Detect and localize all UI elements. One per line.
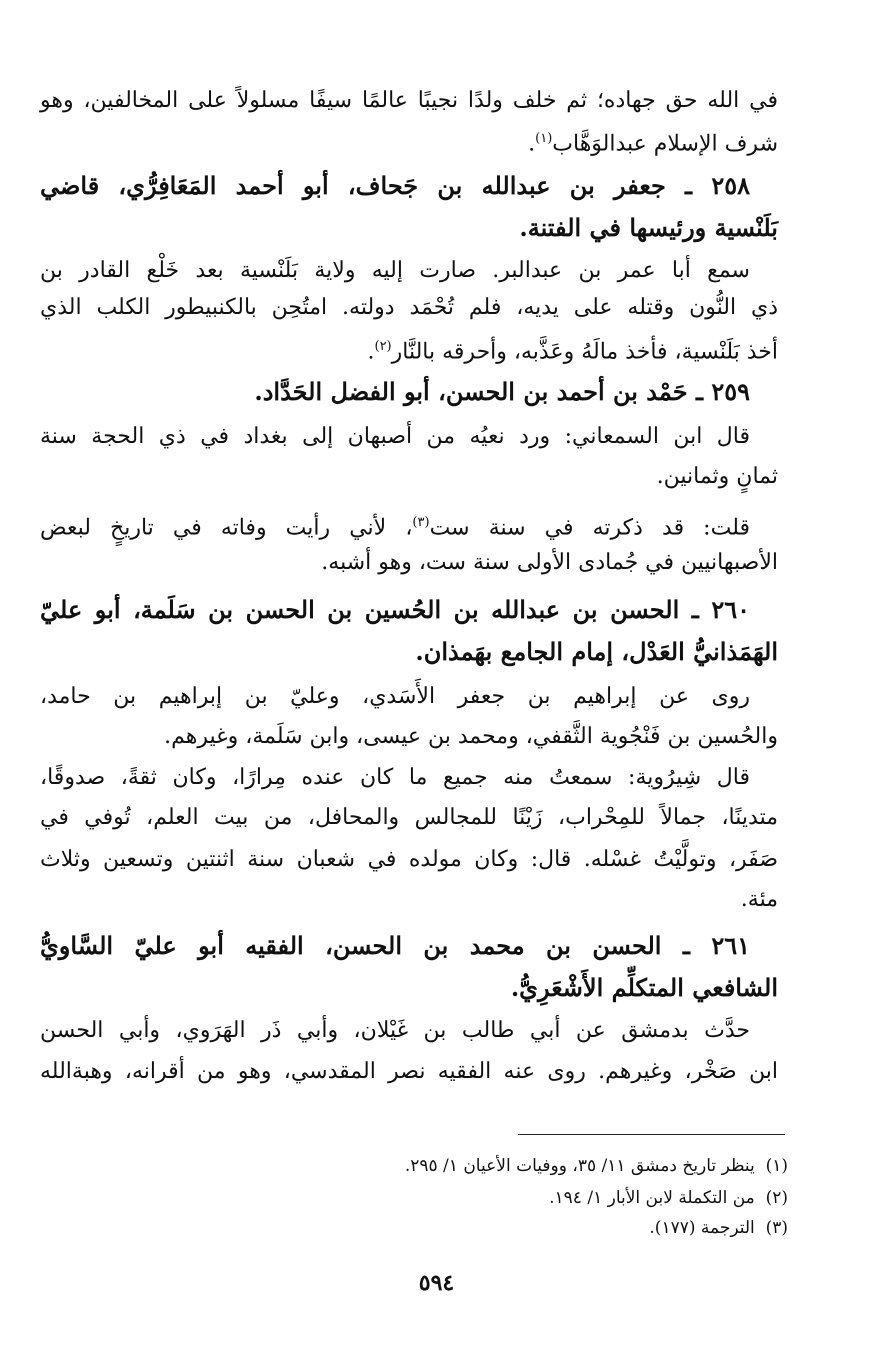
entry-heading-line	[40, 212, 778, 244]
line-text-tail: .	[367, 339, 375, 365]
footnote-ref: (١)	[535, 131, 553, 146]
text-line	[40, 682, 778, 712]
line-text: متدينًا، جمالاً للمِحْراب، زَيْنًا للمجالس والمحافل، من بيت العلم، تُوفي في	[40, 805, 778, 830]
line-text: سمع أبا عمر بن عبدالبر. صارت إليه ولاية بَلَنْسية بعد خَلْع القادر بن	[40, 258, 750, 283]
line-text: ٢٦١ ـ الحسن بن محمد بن الحسن، الفقيه أبو عليّ السَّاويُّ	[40, 931, 750, 960]
entry-heading-line	[40, 376, 778, 408]
line-text: روى عن إبراهيم بن جعفر الأَسَدي، وعليّ بن إبراهيم بن حامد،	[40, 684, 750, 709]
footnote	[300, 1216, 788, 1240]
text-line	[40, 332, 778, 367]
text-line	[40, 422, 778, 452]
text-line	[40, 845, 778, 875]
text-line	[40, 722, 778, 752]
text-line	[40, 548, 778, 578]
line-text: شرف الإسلام عبدالوَهَّاب	[552, 131, 778, 157]
line-text: الأصبهانيين في جُمادى الأولى سنة ست، وهو أشبه.	[321, 550, 778, 575]
page-number: ٥٩٤	[418, 1270, 455, 1296]
line-text: ثمانٍ وثمانين.	[656, 464, 778, 489]
line-text: الهَمَذانيُّ العَدْل، إمام الجامع بهَمذان.	[415, 637, 778, 666]
footnote	[300, 1154, 788, 1178]
entry-heading-line	[40, 594, 778, 626]
line-text: مئة.	[740, 887, 778, 912]
line-text: صَفَر، وتولَّيْتُ غسْله. قال: وكان مولده في شعبان سنة اثنتين وتسعين وثلاث	[40, 847, 778, 872]
text-line	[40, 508, 778, 543]
footnote-number: (٣)	[765, 1218, 788, 1238]
line-text: والحُسين بن فَنْجُوية الثَّقفي، ومحمد بن عيسى، وابن سَلَمة، وغيرهم.	[164, 724, 778, 749]
text-line	[40, 803, 778, 833]
entry-heading-line	[40, 930, 778, 962]
footnote-divider	[518, 1134, 785, 1135]
line-text: ذي النُّون وقتله على يديه، فلم تُحْمَد دولته. امتُحِن بالكنبيطور الكلب الذي	[40, 295, 778, 320]
footnote-ref: (٣)	[412, 515, 430, 530]
line-text: قال شِيرُوية: سمعتُ منه جميع ما كان عنده مِرارًا، وكان ثقةً، صدوقًا،	[40, 765, 750, 790]
text-line	[40, 256, 778, 286]
text-line	[40, 763, 778, 793]
line-text: بَلَنْسية ورئيسها في الفتنة.	[519, 213, 778, 242]
line-text: قال ابن السمعاني: ورد نعيُه من أصبهان إلى بغداد في ذي الحجة سنة	[40, 424, 750, 449]
footnote-number: (٢)	[765, 1188, 788, 1208]
footnote-gap	[755, 1188, 766, 1208]
line-text: ٢٥٩ ـ حَمْد بن أحمد بن الحسن، أبو الفضل الحَدَّاد.	[254, 377, 750, 406]
text-line	[40, 1016, 778, 1046]
line-text: الشافعي المتكلِّم الأَشْعَرِيُّ.	[510, 973, 778, 1002]
text-line	[40, 124, 778, 159]
text-line	[40, 885, 778, 915]
line-text-tail: .	[528, 131, 536, 157]
footnote-gap	[755, 1218, 766, 1238]
footnote-text: من التكملة لابن الأبار ١/ ١٩٤.	[549, 1188, 755, 1208]
footnote-text: الترجمة (١٧٧).	[649, 1218, 755, 1238]
text-line	[40, 293, 778, 323]
entry-heading-line	[40, 636, 778, 668]
footnote-text: ينظر تاريخ دمشق ١١/ ٣٥، ووفيات الأعيان ١/ ٢٩٥.	[404, 1156, 755, 1176]
line-text: أخذ بَلَنْسية، فأخذ مالَهُ وعَذَّبه، وأحرقه بالنَّار	[391, 339, 778, 365]
line-text: في الله حق جهاده؛ ثم خلف ولدًا نجيبًا عالمًا سيفًا مسلولاً على المخالفين، وهو	[40, 88, 778, 113]
line-text: ٢٦٠ ـ الحسن بن عبدالله بن الحُسين بن الحسن بن سَلَمة، أبو عليّ	[40, 595, 750, 624]
line-text: ٢٥٨ ـ جعفر بن عبدالله بن جَحاف، أبو أحمد المَعَافِرُّي، قاضي	[40, 171, 750, 200]
text-line	[40, 1057, 778, 1087]
entry-heading-line	[40, 170, 778, 202]
footnote-gap	[755, 1156, 766, 1176]
footnote-ref: (٢)	[374, 339, 392, 354]
line-text: حدَّث بدمشق عن أبي طالب بن غَيْلان، وأبي ذَر الهَرَوي، وأبي الحسن	[40, 1018, 750, 1043]
footnote	[300, 1186, 788, 1210]
line-text: قلت: قد ذكرته في سنة ست	[429, 515, 750, 541]
text-line	[40, 86, 778, 116]
line-text: ابن صَخْر، وغيرهم. روى عنه الفقيه نصر المقدسي، وهو من أقرانه، وهبةالله	[40, 1059, 778, 1084]
text-line	[40, 462, 778, 492]
line-text-tail: ، لأني رأيت وفاته في تاريخٍ لبعض	[40, 515, 413, 541]
entry-heading-line	[40, 972, 778, 1004]
footnote-number: (١)	[765, 1156, 788, 1176]
